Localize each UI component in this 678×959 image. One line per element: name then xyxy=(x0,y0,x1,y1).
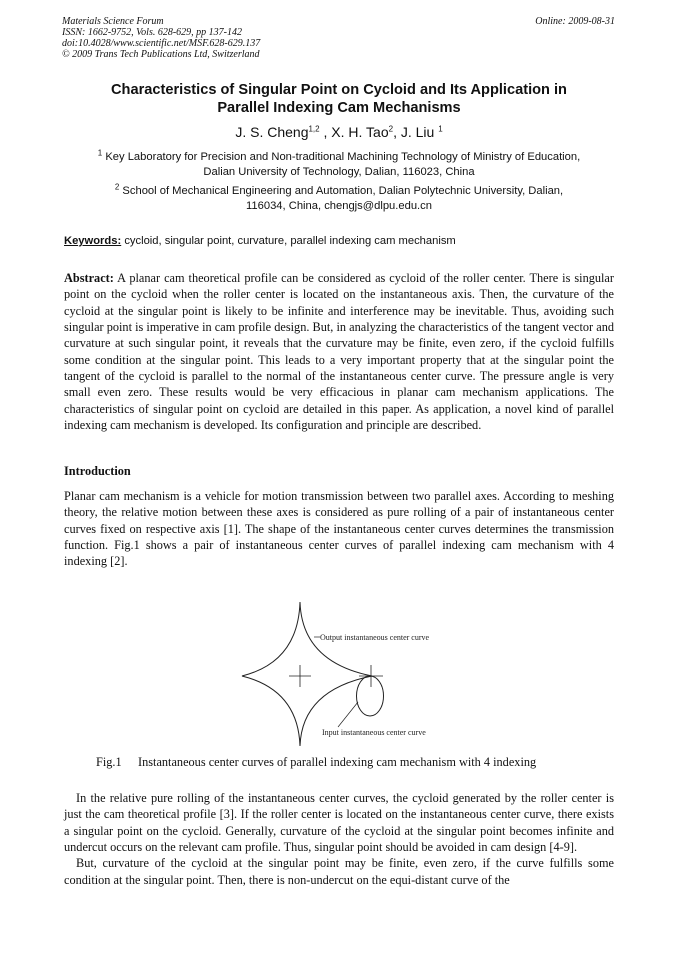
author-2-affil: 2 xyxy=(388,124,394,134)
figure-1-drawing xyxy=(240,596,480,746)
keywords xyxy=(64,234,456,249)
introduction-paragraph xyxy=(64,488,614,570)
author-separator: , xyxy=(393,124,401,140)
author-3-affil: 1 xyxy=(438,124,443,134)
body-paragraphs xyxy=(64,790,614,888)
author-1-affil: 1,2 xyxy=(308,124,320,134)
output-curve-label: Output instantaneous center curve xyxy=(320,633,430,642)
title-line-1: Characteristics of Singular Point on Cycloid and Its Application in xyxy=(111,82,567,98)
affiliation-2-line-2: 116034, China, chengjs@dlpu.edu.cn xyxy=(246,200,432,212)
doi-line: doi:10.4028/www.scientific.net/MSF.628-629.137 xyxy=(62,38,261,49)
keywords-text: cycloid, singular point, curvature, parallel indexing cam mechanism xyxy=(124,235,456,247)
title-line-2: Parallel Indexing Cam Mechanisms xyxy=(217,100,461,116)
issn-line: ISSN: 1662-9752, Vols. 628-629, pp 137-142 xyxy=(62,27,242,38)
input-leader-line xyxy=(338,702,358,727)
copyright-line: © 2009 Trans Tech Publications Ltd, Switzerland xyxy=(62,49,260,60)
input-curve-label: Input instantaneous center curve xyxy=(322,728,426,737)
paper-title xyxy=(62,81,616,117)
affiliation-1-line-2: Dalian University of Technology, Dalian, 116023, China xyxy=(203,166,475,178)
abstract-text: A planar cam theoretical profile can be considered as cycloid of the roller center. There is singular point on the cycloid when the roller center is located on the instantaneous axis. Then, the curvature of the cycloid at the singular point is likely to be infinite and interference may be inevitable. Thus, avoiding such singular point is imperative in cam profile design. But, in analyzing the characteristics of the tangent vector and curvature at such singular point, it reveals that the curvature may be finite, even zero, if the cycloid fulfills some condition at the singular point. This leads to a very important property that at the singular point the tangent of the cycloid is parallel to the normal of the instantaneous center curve. The pressure angle is very small even zero. These results would be very efficacious in planar cam mechanism applications. The characteristics of singular point on cycloid are detailed in this paper. As application, a novel kind of parallel indexing cam mechanism is developed. Its configuration and principle are described. xyxy=(64,271,614,433)
figure-1 xyxy=(240,596,480,746)
figure-1-caption xyxy=(96,754,536,770)
body-paragraph-3: But, curvature of the cycloid at the singular point may be finite, even zero, if the curve fulfills some condition at the singular point. Then, there is non-undercut on the equi-distant curve of the xyxy=(64,856,614,887)
affiliation-1-number: 1 xyxy=(97,148,103,158)
output-center-curve xyxy=(242,602,372,746)
affiliation-2 xyxy=(62,184,616,214)
affiliation-2-number: 2 xyxy=(114,182,120,192)
author-1: J. S. Cheng xyxy=(235,124,309,140)
journal-name: Materials Science Forum xyxy=(62,16,164,27)
section-heading-introduction: Introduction xyxy=(64,464,131,478)
figure-1-number: Fig.1 xyxy=(96,755,122,769)
affiliation-1-line-1: Key Laboratory for Precision and Non-traditional Machining Technology of Ministry of Education, xyxy=(105,151,581,163)
affiliation-2-line-1: School of Mechanical Engineering and Automation, Dalian Polytechnic University, Dalian, xyxy=(122,185,564,197)
input-center-curve xyxy=(357,676,384,716)
author-2: X. H. Tao xyxy=(331,124,389,140)
figure-1-caption-text: Instantaneous center curves of parallel indexing cam mechanism with 4 indexing xyxy=(138,755,537,769)
publication-meta xyxy=(62,16,260,60)
author-separator: , xyxy=(319,124,332,140)
introduction-text: Planar cam mechanism is a vehicle for motion transmission between two parallel axes. According to meshing theory, the relative motion between these axes is considered as pure rolling of a pair of instantaneous center curves fixed on respective axis [1]. The shape of the instantaneous center curves determines the transmission function. Fig.1 shows a pair of instantaneous center curves of parallel indexing cam mechanism with 4 indexing [2]. xyxy=(64,489,614,569)
abstract-label: Abstract: xyxy=(64,271,114,285)
author-list xyxy=(62,124,616,141)
online-date: Online: 2009-08-31 xyxy=(535,16,615,27)
author-3: J. Liu xyxy=(400,124,435,140)
affiliation-1 xyxy=(62,150,616,180)
abstract xyxy=(64,270,614,433)
keywords-label: Keywords: xyxy=(64,235,122,247)
body-paragraph-2: In the relative pure rolling of the instantaneous center curves, the cycloid generated by the roller center is just the cam theoretical profile [3]. If the roller center is located on the instantaneous center curve, there exists a singular point on the cycloid. Generally, curvature of the cycloid at the singular point becomes infinite and undercut occurs on the relevant cam profile. Thus, singular point should be avoided in cam design [4-9]. xyxy=(64,791,614,855)
